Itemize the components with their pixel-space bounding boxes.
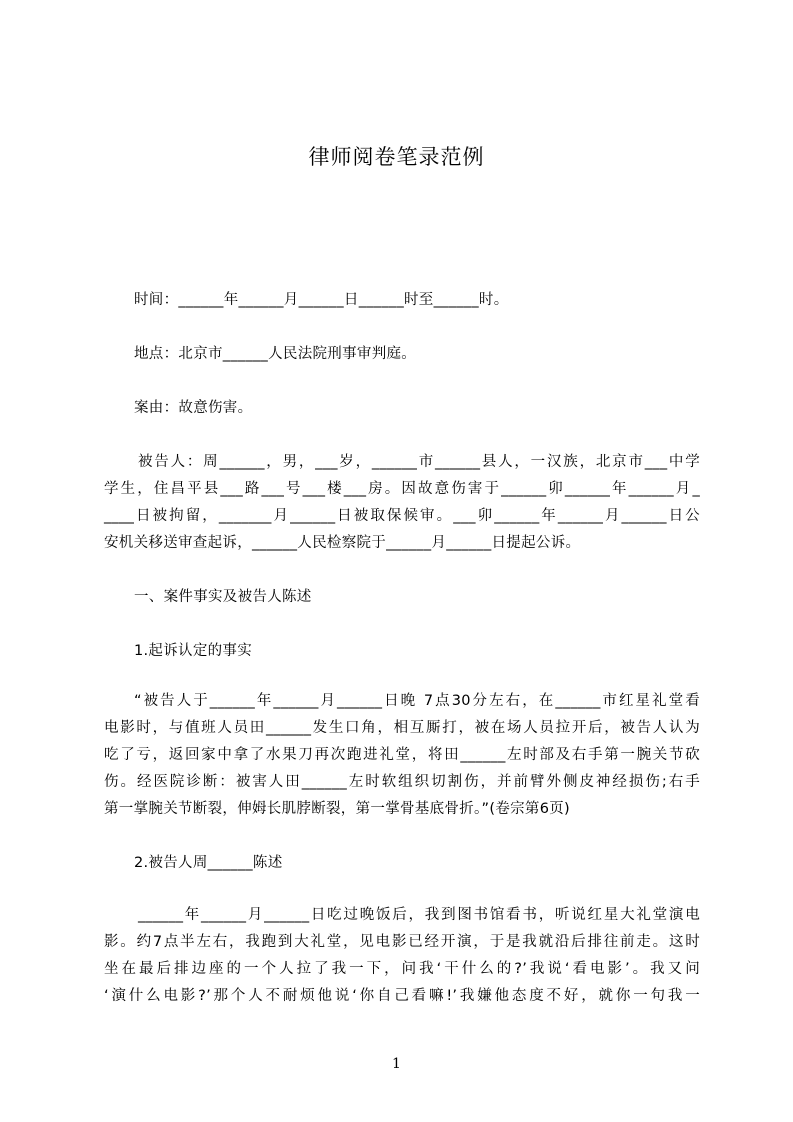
indictment-line: 吃了亏，返回家中拿了水果刀再次跑进礼堂，将田______左时部及右手第一腕关节砍 [104, 747, 700, 763]
defendant-line: 学生，住昌平县___路___号___楼___房。因故意伤害于______卯______年______月_ [104, 481, 700, 497]
subsection-2-heading: 2.被告人周______陈述 [134, 855, 283, 871]
subsection-1-heading: 1.起诉认定的事实 [134, 643, 253, 659]
defendant-paragraph [104, 449, 700, 557]
statement-line: 影。约7点半左右，我跑到大礼堂，见电影已经开演，于是我就沿后排往前走。这时 [104, 934, 700, 950]
indictment-line: 伤。经医院诊断：被害人田______左时软组织切割伤，并前臂外侧皮神经损伤;右手 [104, 774, 700, 790]
place-line: 地点：北京市______人民法院刑事审判庭。 [134, 346, 417, 362]
cause-line: 案由：故意伤害。 [134, 400, 253, 416]
indictment-line: 第一掌腕关节断裂，伸姆长肌脖断裂，第一掌骨基底骨折。”(卷宗第6页) [104, 801, 570, 817]
defendant-line: ____日被拘留，_______月______日被取保候审。___卯______年______月______日公 [104, 508, 700, 524]
statement-line: 坐在最后排边座的一个人拉了我一下，问我‘干什么的?’我说‘看电影’。我又问 [104, 961, 700, 977]
time-line: 时间：______年______月______日______时至______时。 [134, 292, 509, 308]
section-1-heading: 一、案件事实及被告人陈述 [134, 589, 312, 605]
statement-paragraph [104, 902, 700, 1010]
defendant-line: 安机关移送审查起诉，______人民检察院于______月______日提起公诉。 [104, 535, 581, 551]
page-number: 1 [392, 1056, 401, 1072]
indictment-paragraph [104, 688, 700, 823]
indictment-line: 电影时，与值班人员田______发生口角，相互厮打，被在场人员拉开后，被告人认为 [104, 720, 700, 736]
defendant-line: 被告人：周______，男，___岁，______市______县人，一汉族，北京市___中学 [138, 454, 700, 470]
indictment-line: “被告人于______年______月______日晚 7点30分左右，在______市红星礼堂看 [134, 693, 700, 709]
document-title: 律师阅卷笔录范例 [308, 145, 485, 169]
statement-line: ______年______月______日吃过晚饭后，我到图书馆看书，听说红星大礼堂演电 [138, 907, 700, 923]
statement-line: ‘演什么电影?’那个人不耐烦他说‘你自己看嘛!’我嫌他态度不好，就你一句我一 [104, 988, 700, 1004]
